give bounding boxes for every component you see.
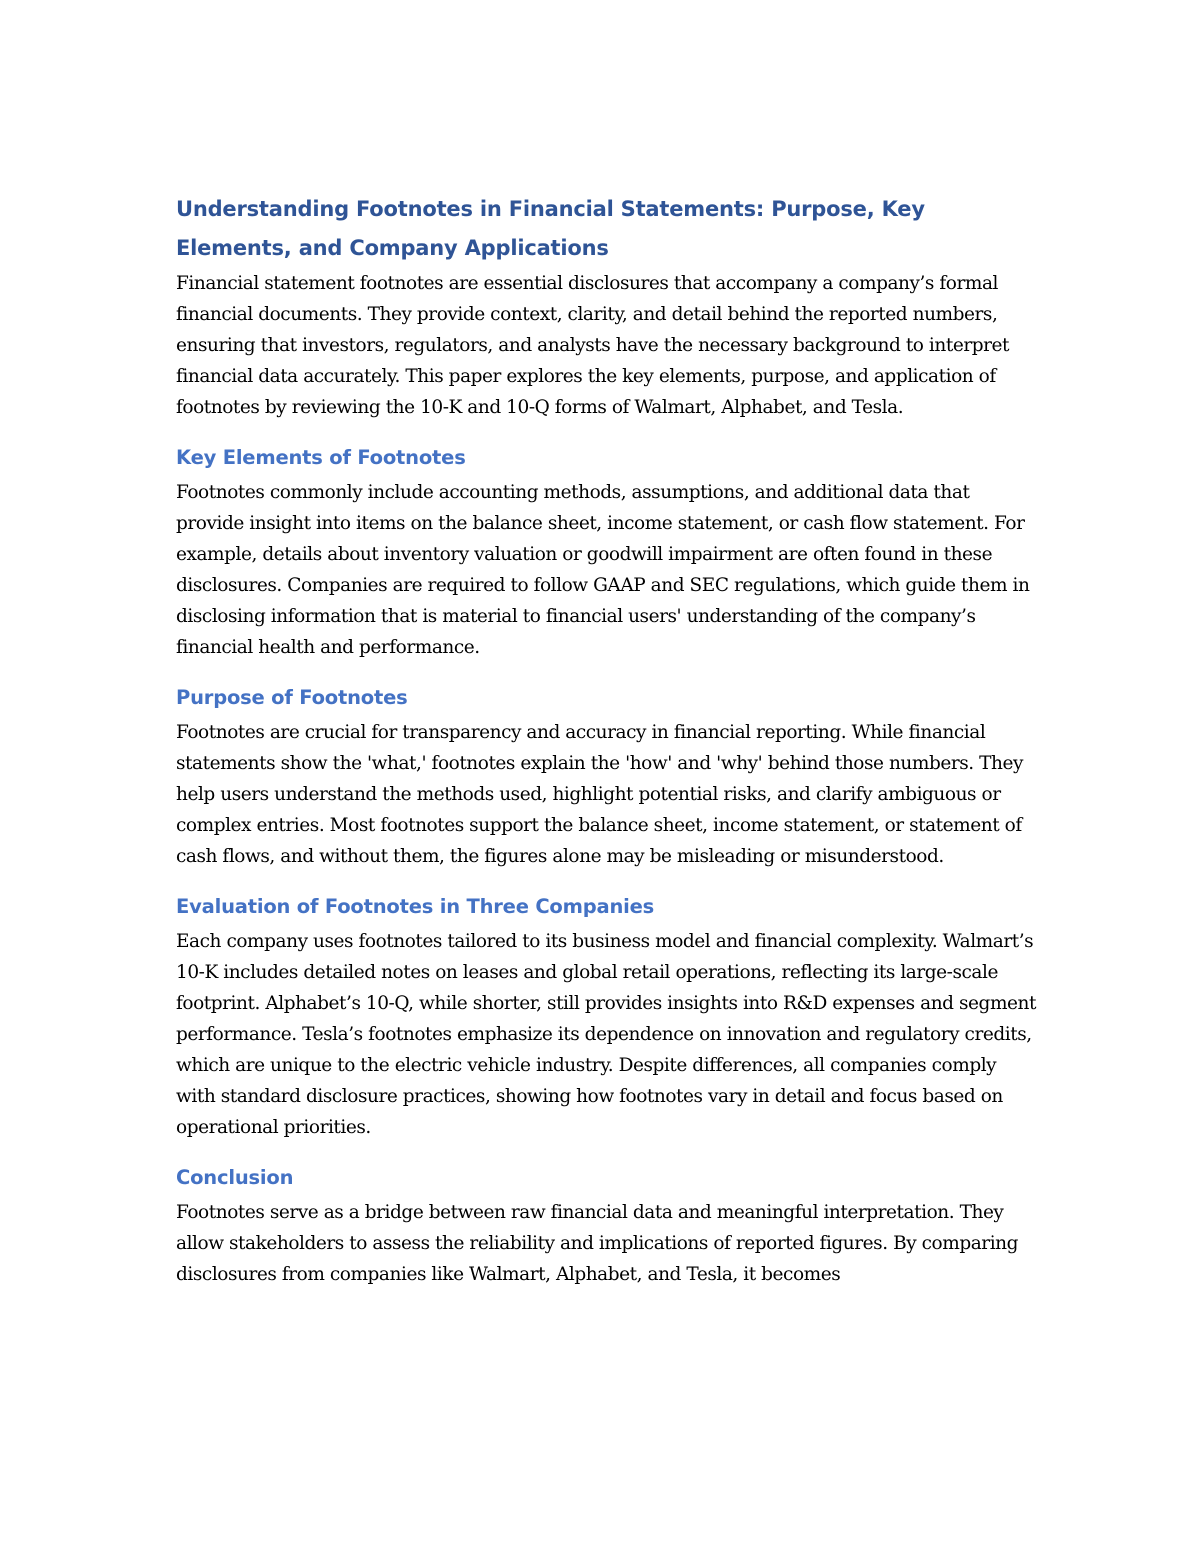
section-paragraph: Footnotes serve as a bridge between raw financial data and meaningful interpretation. They allow stakeholders to assess the reliability and implications of reported figures. By comparing disclosures from companies like Walmart, Alphabet, and Tesla, it becomes	[176, 1202, 1019, 1285]
section-heading: Purpose of Footnotes	[176, 686, 408, 709]
section-conclusion	[176, 1163, 1036, 1290]
section-paragraph: Footnotes commonly include accounting methods, assumptions, and additional data that provide insight into items on the balance sheet, income statement, or cash flow statement. For example, details about inventory valuation or goodwill impairment are often found in these disclosures. Companies are required to follow GAAP and SEC regulations, which guide them in disclosing information that is material to financial users' understanding of the company’s financial health and performance.	[176, 482, 1030, 658]
section-paragraph: Footnotes are crucial for transparency and accuracy in financial reporting. While financial statements show the 'what,' footnotes explain the 'how' and 'why' behind those numbers. They help users understand the methods used, highlight potential risks, and clarify ambiguous or complex entries. Most footnotes support the balance sheet, income statement, or statement of cash flows, and without them, the figures alone may be misleading or misunderstood.	[176, 722, 1024, 867]
document-title: Understanding Footnotes in Financial Statements: Purpose, Key Elements, and Company Applications	[176, 197, 925, 260]
section-paragraph: Each company uses footnotes tailored to its business model and financial complexity. Walmart’s 10-K includes detailed notes on leases and global retail operations, reflecting its large-scale footprint. Alphabet’s 10-Q, while shorter, still provides insights into R&D expenses and segment performance. Tesla’s footnotes emphasize its dependence on innovation and regulatory credits, which are unique to the electric vehicle industry. Despite differences, all companies comply with standard disclosure practices, showing how footnotes vary in detail and focus based on operational priorities.	[176, 931, 1036, 1138]
intro-paragraph: Financial statement footnotes are essential disclosures that accompany a company’s formal financial documents. They provide context, clarity, and detail behind the reported numbers, ensuring that investors, regulators, and analysts have the necessary background to interpret financial data accurately. This paper explores the key elements, purpose, and application of footnotes by reviewing the 10-K and 10-Q forms of Walmart, Alphabet, and Tesla.	[176, 273, 1010, 418]
section-heading: Key Elements of Footnotes	[176, 446, 466, 469]
section-evaluation	[176, 892, 1036, 1143]
section-key-elements	[176, 443, 1036, 663]
section-heading: Conclusion	[176, 1166, 294, 1189]
section-purpose	[176, 683, 1036, 872]
document-page	[176, 190, 1036, 1290]
section-heading: Evaluation of Footnotes in Three Companies	[176, 895, 655, 918]
